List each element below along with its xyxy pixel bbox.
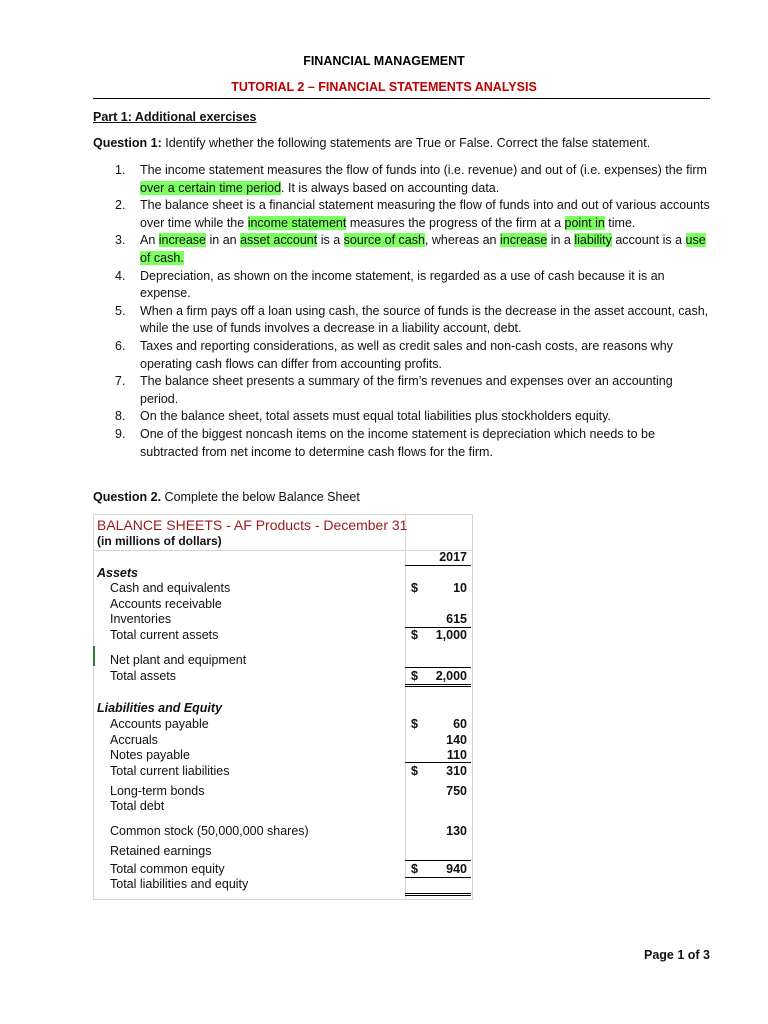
highlighted-text: increase bbox=[158, 233, 207, 248]
statement-text: . It is always based on accounting data. bbox=[281, 180, 500, 195]
statement-item bbox=[93, 232, 713, 267]
highlighted-text: income statement bbox=[247, 215, 347, 230]
statement-number: 4. bbox=[115, 268, 126, 283]
statement-number: 3. bbox=[115, 233, 126, 248]
highlighted-text: liability bbox=[574, 233, 612, 248]
notes-payable-value: 110 bbox=[446, 748, 467, 762]
statement-number: 1. bbox=[115, 163, 126, 177]
statement-item bbox=[93, 162, 713, 197]
balance-sheet bbox=[93, 514, 473, 900]
part-heading: Part 1: Additional exercises bbox=[93, 110, 257, 124]
question-1 bbox=[93, 136, 650, 150]
question-1-text: Identify whether the following statements are True or False. Correct the false statement. bbox=[161, 136, 651, 150]
long-term-bonds-label: Long-term bonds bbox=[110, 784, 205, 798]
cash-label: Cash and equivalents bbox=[110, 581, 231, 595]
total-assets-double-underline bbox=[405, 684, 471, 687]
statement-text: On the balance sheet, total assets must equal total liabilities plus stockholders equity. bbox=[140, 409, 611, 424]
statement-item bbox=[93, 426, 713, 461]
statement-text: , whereas an bbox=[424, 233, 500, 248]
accruals-label: Accruals bbox=[110, 733, 158, 747]
statement-item bbox=[93, 338, 713, 373]
statement-item bbox=[93, 268, 713, 303]
statement-text: time. bbox=[604, 215, 636, 230]
highlighted-text: point in bbox=[564, 215, 605, 230]
grid-column-line bbox=[405, 514, 406, 900]
statement-text: is a bbox=[317, 233, 344, 248]
cash-value: 10 bbox=[453, 581, 467, 595]
common-equity-topline bbox=[405, 860, 471, 861]
total-current-assets-value: 1,000 bbox=[435, 628, 467, 642]
statement-text: Depreciation, as shown on the income statement, is regarded as a use of cash because it is an expense. bbox=[140, 268, 665, 301]
statements-list bbox=[93, 162, 713, 461]
total-assets-label: Total assets bbox=[110, 669, 177, 683]
cash-dollar: $ bbox=[411, 581, 418, 595]
statement-text: The balance sheet presents a summary of the firm’s revenues and expenses over an accounting period. bbox=[140, 374, 673, 406]
statement-item bbox=[93, 408, 713, 426]
total-current-assets-dollar: $ bbox=[411, 628, 418, 642]
total-assets-value: 2,000 bbox=[435, 669, 467, 683]
accounts-payable-label: Accounts payable bbox=[110, 717, 209, 731]
document-title: FINANCIAL MANAGEMENT bbox=[303, 54, 465, 68]
statement-text: The balance sheet is a financial statement measuring the flow of funds into and out of various accounts over time while the bbox=[140, 198, 710, 230]
highlighted-text: source of cash bbox=[343, 233, 425, 248]
net-plant-label: Net plant and equipment bbox=[110, 653, 247, 667]
statement-text: in a bbox=[547, 233, 575, 248]
assets-heading: Assets bbox=[97, 566, 138, 580]
question-2-label: Question 2. bbox=[93, 490, 162, 504]
total-current-liabilities-dollar: $ bbox=[411, 764, 418, 778]
statement-text: measures the progress of the firm at a bbox=[346, 215, 565, 230]
page-number: Page 1 of 3 bbox=[644, 948, 710, 962]
balance-sheet-subtitle: (in millions of dollars) bbox=[97, 534, 222, 548]
question-2 bbox=[93, 490, 360, 504]
common-stock-label: Common stock (50,000,000 shares) bbox=[110, 824, 309, 838]
statement-item bbox=[93, 303, 713, 338]
statement-item bbox=[93, 373, 713, 408]
total-debt-label: Total debt bbox=[110, 799, 165, 813]
balance-sheet-title: BALANCE SHEETS - AF Products - December 31 bbox=[97, 517, 408, 533]
accounts-payable-value: 60 bbox=[453, 717, 467, 731]
total-current-assets-label: Total current assets bbox=[110, 628, 219, 642]
inventories-label: Inventories bbox=[110, 612, 172, 626]
retained-earnings-label: Retained earnings bbox=[110, 844, 212, 858]
year-underline bbox=[405, 565, 471, 566]
total-current-liabilities-value: 310 bbox=[446, 764, 467, 778]
cell-marker bbox=[93, 646, 95, 666]
total-common-equity-dollar: $ bbox=[411, 862, 418, 876]
total-assets-topline bbox=[405, 667, 471, 668]
total-assets-dollar: $ bbox=[411, 669, 418, 683]
statement-text: in an bbox=[206, 233, 241, 248]
total-common-equity-value: 940 bbox=[446, 862, 467, 876]
statement-item bbox=[93, 197, 713, 232]
statement-text: An bbox=[140, 233, 159, 248]
highlighted-text: use of cash. bbox=[140, 233, 706, 265]
statement-text: The income statement measures the flow of funds into (i.e. revenue) and out of (i.e. expenses) the firm bbox=[140, 163, 707, 177]
document-subtitle: TUTORIAL 2 – FINANCIAL STATEMENTS ANALYSIS bbox=[231, 80, 537, 94]
statement-text: One of the biggest noncash items on the income statement is depreciation which needs to be subtracted from net income to determine cash flows for the firm. bbox=[140, 426, 655, 459]
long-term-bonds-value: 750 bbox=[446, 784, 467, 798]
statement-text: When a firm pays off a loan using cash, the source of funds is the decrease in the asset account, cash, while the use of funds involves a decrease in a liability account, debt. bbox=[140, 303, 709, 336]
inventories-value: 615 bbox=[446, 612, 467, 626]
accruals-value: 140 bbox=[446, 733, 467, 747]
statement-number: 7. bbox=[115, 374, 126, 389]
accounts-payable-dollar: $ bbox=[411, 717, 418, 731]
total-common-equity-label: Total common equity bbox=[110, 862, 225, 876]
receivables-label: Accounts receivable bbox=[110, 597, 222, 611]
statement-number: 2. bbox=[115, 198, 126, 213]
title-divider bbox=[93, 98, 710, 99]
notes-payable-label: Notes payable bbox=[110, 748, 190, 762]
statement-number: 8. bbox=[115, 409, 126, 424]
statement-text: Taxes and reporting considerations, as well as credit sales and non-cash costs, are reasons why operating cash flows can differ from accounting profits. bbox=[140, 338, 673, 371]
current-liabilities-underline bbox=[405, 762, 471, 763]
statement-number: 9. bbox=[115, 426, 126, 441]
statement-number: 6. bbox=[115, 338, 126, 353]
question-1-label: Question 1: bbox=[93, 136, 162, 150]
total-current-liabilities-label: Total current liabilities bbox=[110, 764, 230, 778]
statement-text: account is a bbox=[611, 233, 686, 248]
common-equity-underline bbox=[405, 877, 471, 878]
highlighted-text: asset account bbox=[240, 233, 318, 248]
total-liabilities-double-underline bbox=[405, 893, 471, 896]
question-2-text: Complete the below Balance Sheet bbox=[161, 490, 360, 504]
year-header: 2017 bbox=[439, 550, 467, 564]
liabilities-heading: Liabilities and Equity bbox=[97, 701, 223, 715]
grid-row-line bbox=[93, 550, 473, 551]
highlighted-text: over a certain time period bbox=[140, 180, 282, 195]
common-stock-value: 130 bbox=[446, 824, 467, 838]
statement-number: 5. bbox=[115, 303, 126, 318]
total-liabilities-equity-label: Total liabilities and equity bbox=[110, 877, 249, 891]
highlighted-text: increase bbox=[499, 233, 548, 248]
